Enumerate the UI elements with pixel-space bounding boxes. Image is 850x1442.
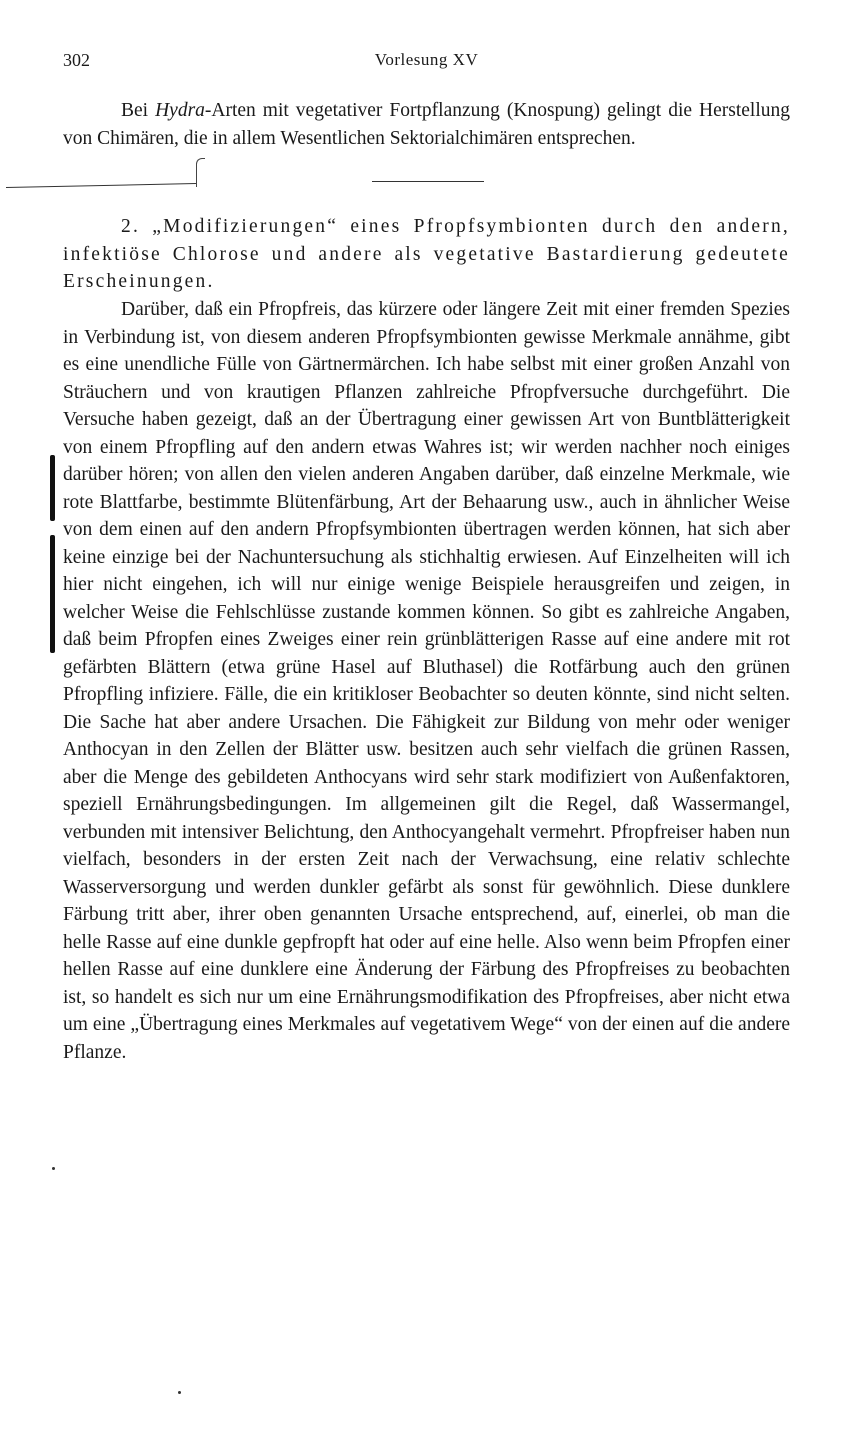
paragraph-hydra-italic: Hydra bbox=[155, 100, 205, 121]
paragraph-hydra-rest: -Arten mit vegetativer Fortpflanzung (Knospung) gelingt die Herstellung von Chimären, die in allem Wesentlichen Sektorialchimären entsprechen. bbox=[63, 100, 790, 149]
paragraph-hydra bbox=[63, 97, 790, 152]
section-heading: 2. „Modifizierungen“ eines Pfropfsymbionten durch den andern, infektiöse Chlorose und andere als vegetative Bastardierung gedeutete Erscheinungen. bbox=[63, 216, 790, 292]
section-divider-rule bbox=[372, 181, 484, 182]
bottom-dot-mark bbox=[178, 1391, 181, 1394]
margin-marker-bar-upper bbox=[50, 455, 55, 521]
paragraph-main bbox=[63, 296, 790, 1066]
running-head: Vorlesung XV bbox=[374, 50, 479, 69]
handwritten-bracket-mark bbox=[196, 158, 205, 187]
margin-marker-bar-lower bbox=[50, 535, 55, 653]
handwritten-underline-mark bbox=[6, 183, 196, 188]
paragraph-main-text: Darüber, daß ein Pfropfreis, das kürzere oder längere Zeit mit einer fremden Spezies in Verbindung ist, von diesem anderen Pfropfsymbionten gewisse Merkmale annähme, gibt es eine unendliche Fülle von Gärtnermärchen. Ich habe selbst mit einer großen Anzahl von Sträuchern und von krautigen Pflanzen zahlreiche Pfropfversuche durchgeführt. Die Versuche haben gezeigt, daß an der Übertragung einer gewissen Art von Buntblätterigkeit von einem Pfropfling auf den andern etwas Wahres ist; wir werden nachher noch einiges darüber hören; von allen den vielen anderen Angaben darüber, daß einzelne Merkmale, wie rote Blattfarbe, bestimmte Blütenfärbung, Art der Behaarung usw., auch in ähnlicher Weise von dem einen auf den andern Pfropfsymbionten übertragen werden können, hat sich aber keine einzige bei der Nachuntersuchung als stichhaltig erwiesen. Auf Einzelheiten will ich hier nicht eingehen, ich will nur einige wenige Beispiele herausgreifen und zeigen, in welcher Weise die Fehlschlüsse zustande kommen können. So gibt es zahlreiche Angaben, daß beim Pfropfen eines Zweiges einer rein grünblätterigen Rasse auf eine andere mit rot gefärbten Blättern (etwa grüne Hasel auf Bluthasel) die Rotfärbung auch den grünen Pfropfling infiziere. Fälle, die ein kritikloser Beobachter so deuten könnte, sind nicht selten. Die Sache hat aber andere Ursachen. Die Fähigkeit zur Bildung von mehr oder weniger Anthocyan in den Zellen der Blätter usw. besitzen auch sehr vielfach die grünen Rassen, aber die Menge des gebildeten Anthocyans wird sehr stark modifiziert von Außenfaktoren, speziell Ernährungsbedingungen. Im allgemeinen gilt die Regel, daß Wassermangel, verbunden mit intensiver Belichtung, den Anthocyangehalt vermehrt. Pfropfreiser haben nun vielfach, besonders in der ersten Zeit nach der Verwachsung, eine relativ schlechte Wasserversorgung und werden dunkler gefärbt als sonst für gewöhnlich. Diese dunklere Färbung tritt aber, ihrer oben genannten Ursache entsprechend, auf, einerlei, ob man die helle Rasse auf eine dunkle gepfropft hat oder auf eine helle. Also wenn beim Pfropfen einer hellen Rasse auf eine dunklere eine Änderung der Färbung des Pfropfreises zu beobachten ist, so handelt es sich nur um eine Ernährungsmodifikation des Pfropfreises, aber nicht etwa um eine „Übertragung eines Merkmales auf vegetativem Wege“ von der einen auf die andere Pflanze. bbox=[63, 299, 790, 1063]
page-number: 302 bbox=[63, 50, 90, 70]
page-header bbox=[63, 50, 790, 74]
margin-dot-mark bbox=[52, 1167, 55, 1170]
paragraph-hydra-prefix: Bei bbox=[121, 100, 156, 121]
